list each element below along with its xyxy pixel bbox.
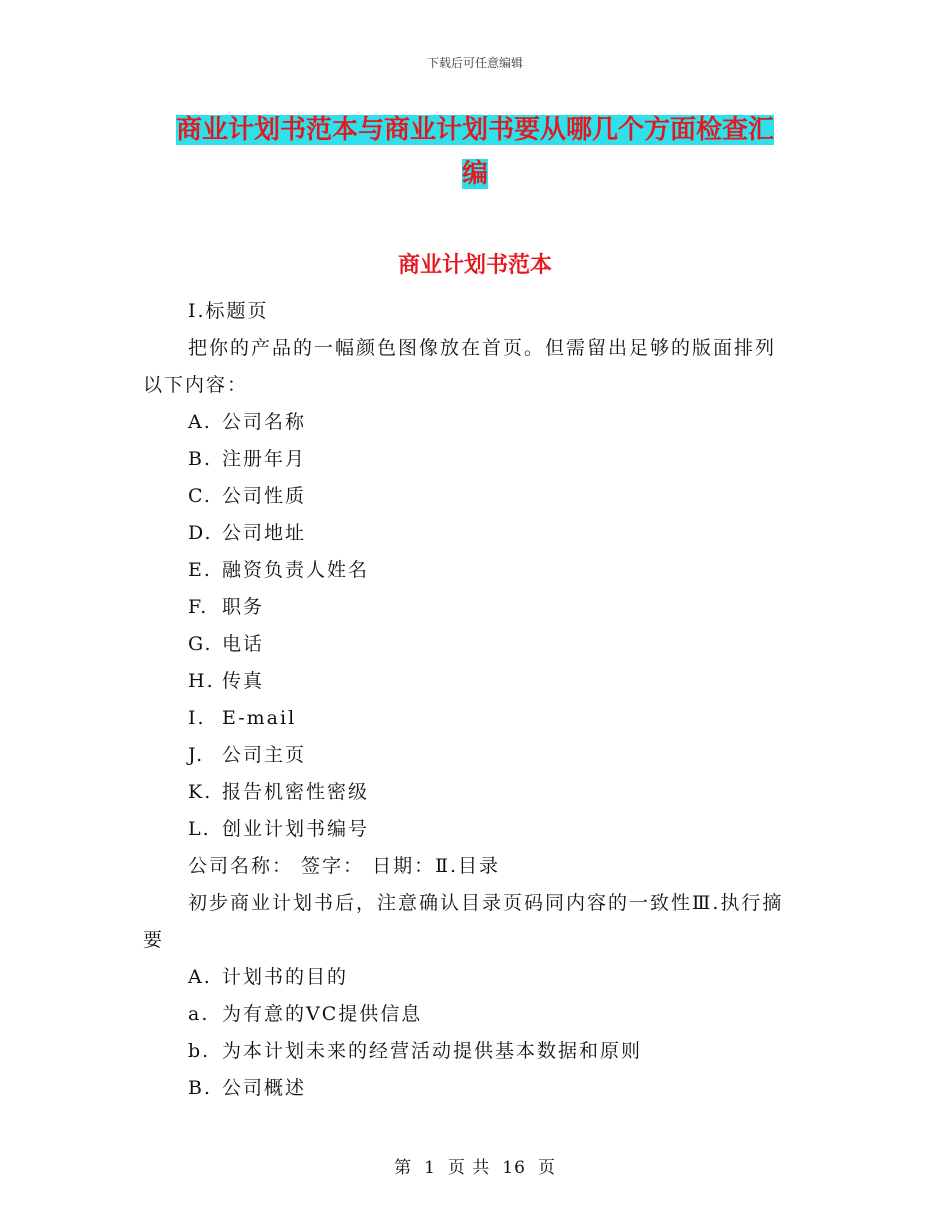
list-item (143, 404, 808, 441)
list-item-text: 公司名称 (222, 411, 307, 433)
list-item-text: 公司地址 (222, 522, 307, 544)
paragraph-1-line-2: 以下内容： (143, 374, 249, 396)
signature-line: 公司名称： 签字： 日期：Ⅱ.目录 (188, 855, 501, 877)
list-item (143, 737, 808, 774)
list-item-marker: b. (188, 1040, 211, 1062)
list-item (143, 774, 808, 811)
list-item-text: 职务 (222, 596, 265, 618)
list-item-marker: J. (188, 744, 205, 766)
section-title: 商业计划书范本 (397, 252, 552, 278)
list-item (143, 996, 808, 1033)
list-item (143, 811, 808, 848)
footer-suffix: 页 (537, 1158, 556, 1178)
list-item-marker: C. (188, 485, 212, 507)
list-item-text: 公司性质 (222, 485, 307, 507)
list-item (143, 515, 808, 552)
list-item (143, 700, 808, 737)
footer-total-pages: 16 (502, 1158, 526, 1178)
header-note: 下载后可任意编辑 (426, 56, 523, 70)
list-item-marker: K. (188, 781, 213, 803)
list-item-text: 注册年月 (222, 448, 307, 470)
title-page-items-list (143, 404, 808, 848)
list-item (143, 478, 808, 515)
document-title-line2: 编 (461, 159, 488, 189)
footer-page-number: 1 (424, 1158, 436, 1178)
list-item-marker: G. (188, 633, 213, 655)
list-item-text: 为有意的VC提供信息 (222, 1003, 423, 1025)
list-item-marker: F. (188, 596, 209, 618)
list-item-text: 报告机密性密级 (222, 781, 370, 803)
list-item-marker: a. (188, 1003, 210, 1025)
list-item-marker: B. (188, 448, 213, 470)
list-item (143, 552, 808, 589)
list-item (143, 663, 808, 700)
list-item-marker: A. (188, 411, 212, 433)
document-body (143, 293, 808, 1107)
section-heading-title-page: Ⅰ.标题页 (188, 300, 269, 322)
list-item-marker: L. (188, 818, 211, 840)
footer-middle: 页 共 (447, 1158, 491, 1178)
list-item (143, 441, 808, 478)
list-item-text: 计划书的目的 (222, 966, 349, 988)
list-item (143, 589, 808, 626)
list-item-text: 电话 (222, 633, 265, 655)
list-item-marker: A. (188, 966, 212, 988)
list-item-text: 创业计划书编号 (222, 818, 370, 840)
paragraph-2-line-2: 要 (143, 929, 165, 951)
list-item-marker: I. (188, 707, 206, 729)
list-item-marker: H. (188, 670, 215, 692)
list-item-text: 传真 (222, 670, 265, 692)
list-item-marker: E. (188, 559, 212, 581)
document-title-line1: 商业计划书范本与商业计划书要从哪几个方面检查汇 (175, 115, 774, 145)
list-item-text: 融资负责人姓名 (222, 559, 370, 581)
list-item-text: 为本计划未来的经营活动提供基本数据和原则 (222, 1040, 643, 1062)
list-item-text: 公司主页 (222, 744, 307, 766)
list-item (143, 959, 808, 996)
list-item-text: 公司概述 (222, 1077, 307, 1099)
document-title (140, 108, 810, 196)
list-item-text: E-mail (222, 707, 297, 729)
page-footer (0, 1153, 950, 1178)
paragraph-1-line-1: 把你的产品的一幅颜色图像放在首页。但需留出足够的版面排列 (188, 337, 777, 359)
paragraph-2-line-1: 初步商业计划书后，注意确认目录页码同内容的一致性Ⅲ.执行摘 (188, 892, 784, 914)
executive-summary-items-list (143, 959, 808, 1107)
footer-prefix: 第 (394, 1158, 413, 1178)
list-item-marker: D. (188, 522, 213, 544)
list-item-marker: B. (188, 1077, 213, 1099)
list-item (143, 626, 808, 663)
list-item (143, 1033, 808, 1070)
list-item (143, 1070, 808, 1107)
